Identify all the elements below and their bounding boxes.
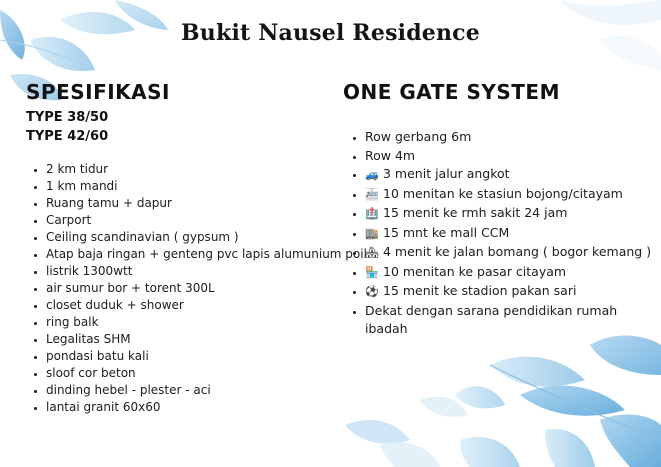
gate-item bbox=[365, 224, 655, 244]
spesifikasi-heading: SPESIFIKASI bbox=[26, 80, 170, 104]
type-label: TYPE 42/60 bbox=[26, 129, 109, 144]
gate-item-text: 15 menit ke rmh sakit 24 jam bbox=[383, 205, 568, 220]
spec-item: • ring balk bbox=[46, 314, 366, 331]
spec-item: • closet duduk + shower bbox=[46, 297, 366, 314]
gate-item bbox=[365, 243, 655, 263]
gate-item-text: Row gerbang 6m bbox=[365, 129, 472, 144]
spec-item: • 1 km mandi bbox=[46, 178, 366, 195]
type-list bbox=[26, 108, 108, 146]
gate-item-text: 10 menitan ke pasar citayam bbox=[383, 263, 567, 279]
market-icon: 🏪 bbox=[365, 265, 379, 279]
page-title: Bukit Nausel Residence bbox=[181, 20, 480, 46]
type-label: TYPE 38/50 bbox=[26, 110, 109, 125]
gate-item-text: 15 mnt ke mall CCM bbox=[383, 224, 510, 240]
gate-item-text: 4 menit ke jalan bomang ( bogor kemang ) bbox=[383, 244, 652, 259]
mall-icon: 🏬 bbox=[365, 226, 379, 240]
gate-item-text: 3 menit jalur angkot bbox=[383, 166, 510, 181]
one-gate-system-heading: ONE GATE SYSTEM bbox=[343, 80, 560, 104]
gate-item-text: 15 menit ke stadion pakan sari bbox=[383, 283, 577, 298]
gate-item bbox=[365, 204, 655, 224]
gate-item-text: Row 4m bbox=[365, 147, 416, 163]
gate-item bbox=[365, 263, 655, 283]
car-icon: 🚙 bbox=[365, 168, 379, 181]
spec-item: • 2 km tidur bbox=[46, 161, 366, 178]
spec-item: • dinding hebel - plester - aci bbox=[46, 382, 366, 399]
spesifikasi-list bbox=[32, 161, 366, 416]
gate-item bbox=[365, 165, 655, 185]
soccer-ball-icon: ⚽ bbox=[365, 285, 379, 298]
gate-item bbox=[365, 147, 655, 166]
houses-icon: 🏘 bbox=[365, 246, 379, 259]
spec-item: • air sumur bor + torent 300L bbox=[46, 280, 366, 297]
spec-item: • Atap baja ringan + genteng pvc lapis alumunium poil bbox=[46, 246, 366, 263]
gate-item bbox=[365, 282, 655, 302]
gate-item bbox=[365, 302, 655, 339]
one-gate-system-list bbox=[352, 128, 655, 339]
gate-item-text: 10 menitan ke stasiun bojong/citayam bbox=[383, 185, 623, 201]
hospital-icon: 🏥 bbox=[365, 207, 379, 220]
gate-item bbox=[365, 185, 655, 205]
spec-item: • Ruang tamu + dapur bbox=[46, 195, 366, 212]
gate-item bbox=[365, 128, 655, 147]
spec-item: • pondasi batu kali bbox=[46, 348, 366, 365]
spec-item: • sloof cor beton bbox=[46, 365, 366, 382]
spec-item: • Legalitas SHM bbox=[46, 331, 366, 348]
spec-item: • listrik 1300wtt bbox=[46, 263, 366, 280]
train-icon: 🚈 bbox=[365, 187, 379, 201]
gate-item-text: Dekat dengan sarana pendidikan rumah ibadah bbox=[365, 302, 618, 336]
spec-item: • Ceiling scandinavian ( gypsum ) bbox=[46, 229, 366, 246]
spec-item: • lantai granit 60x60 bbox=[46, 399, 366, 416]
spec-item: • Carport bbox=[46, 212, 366, 229]
